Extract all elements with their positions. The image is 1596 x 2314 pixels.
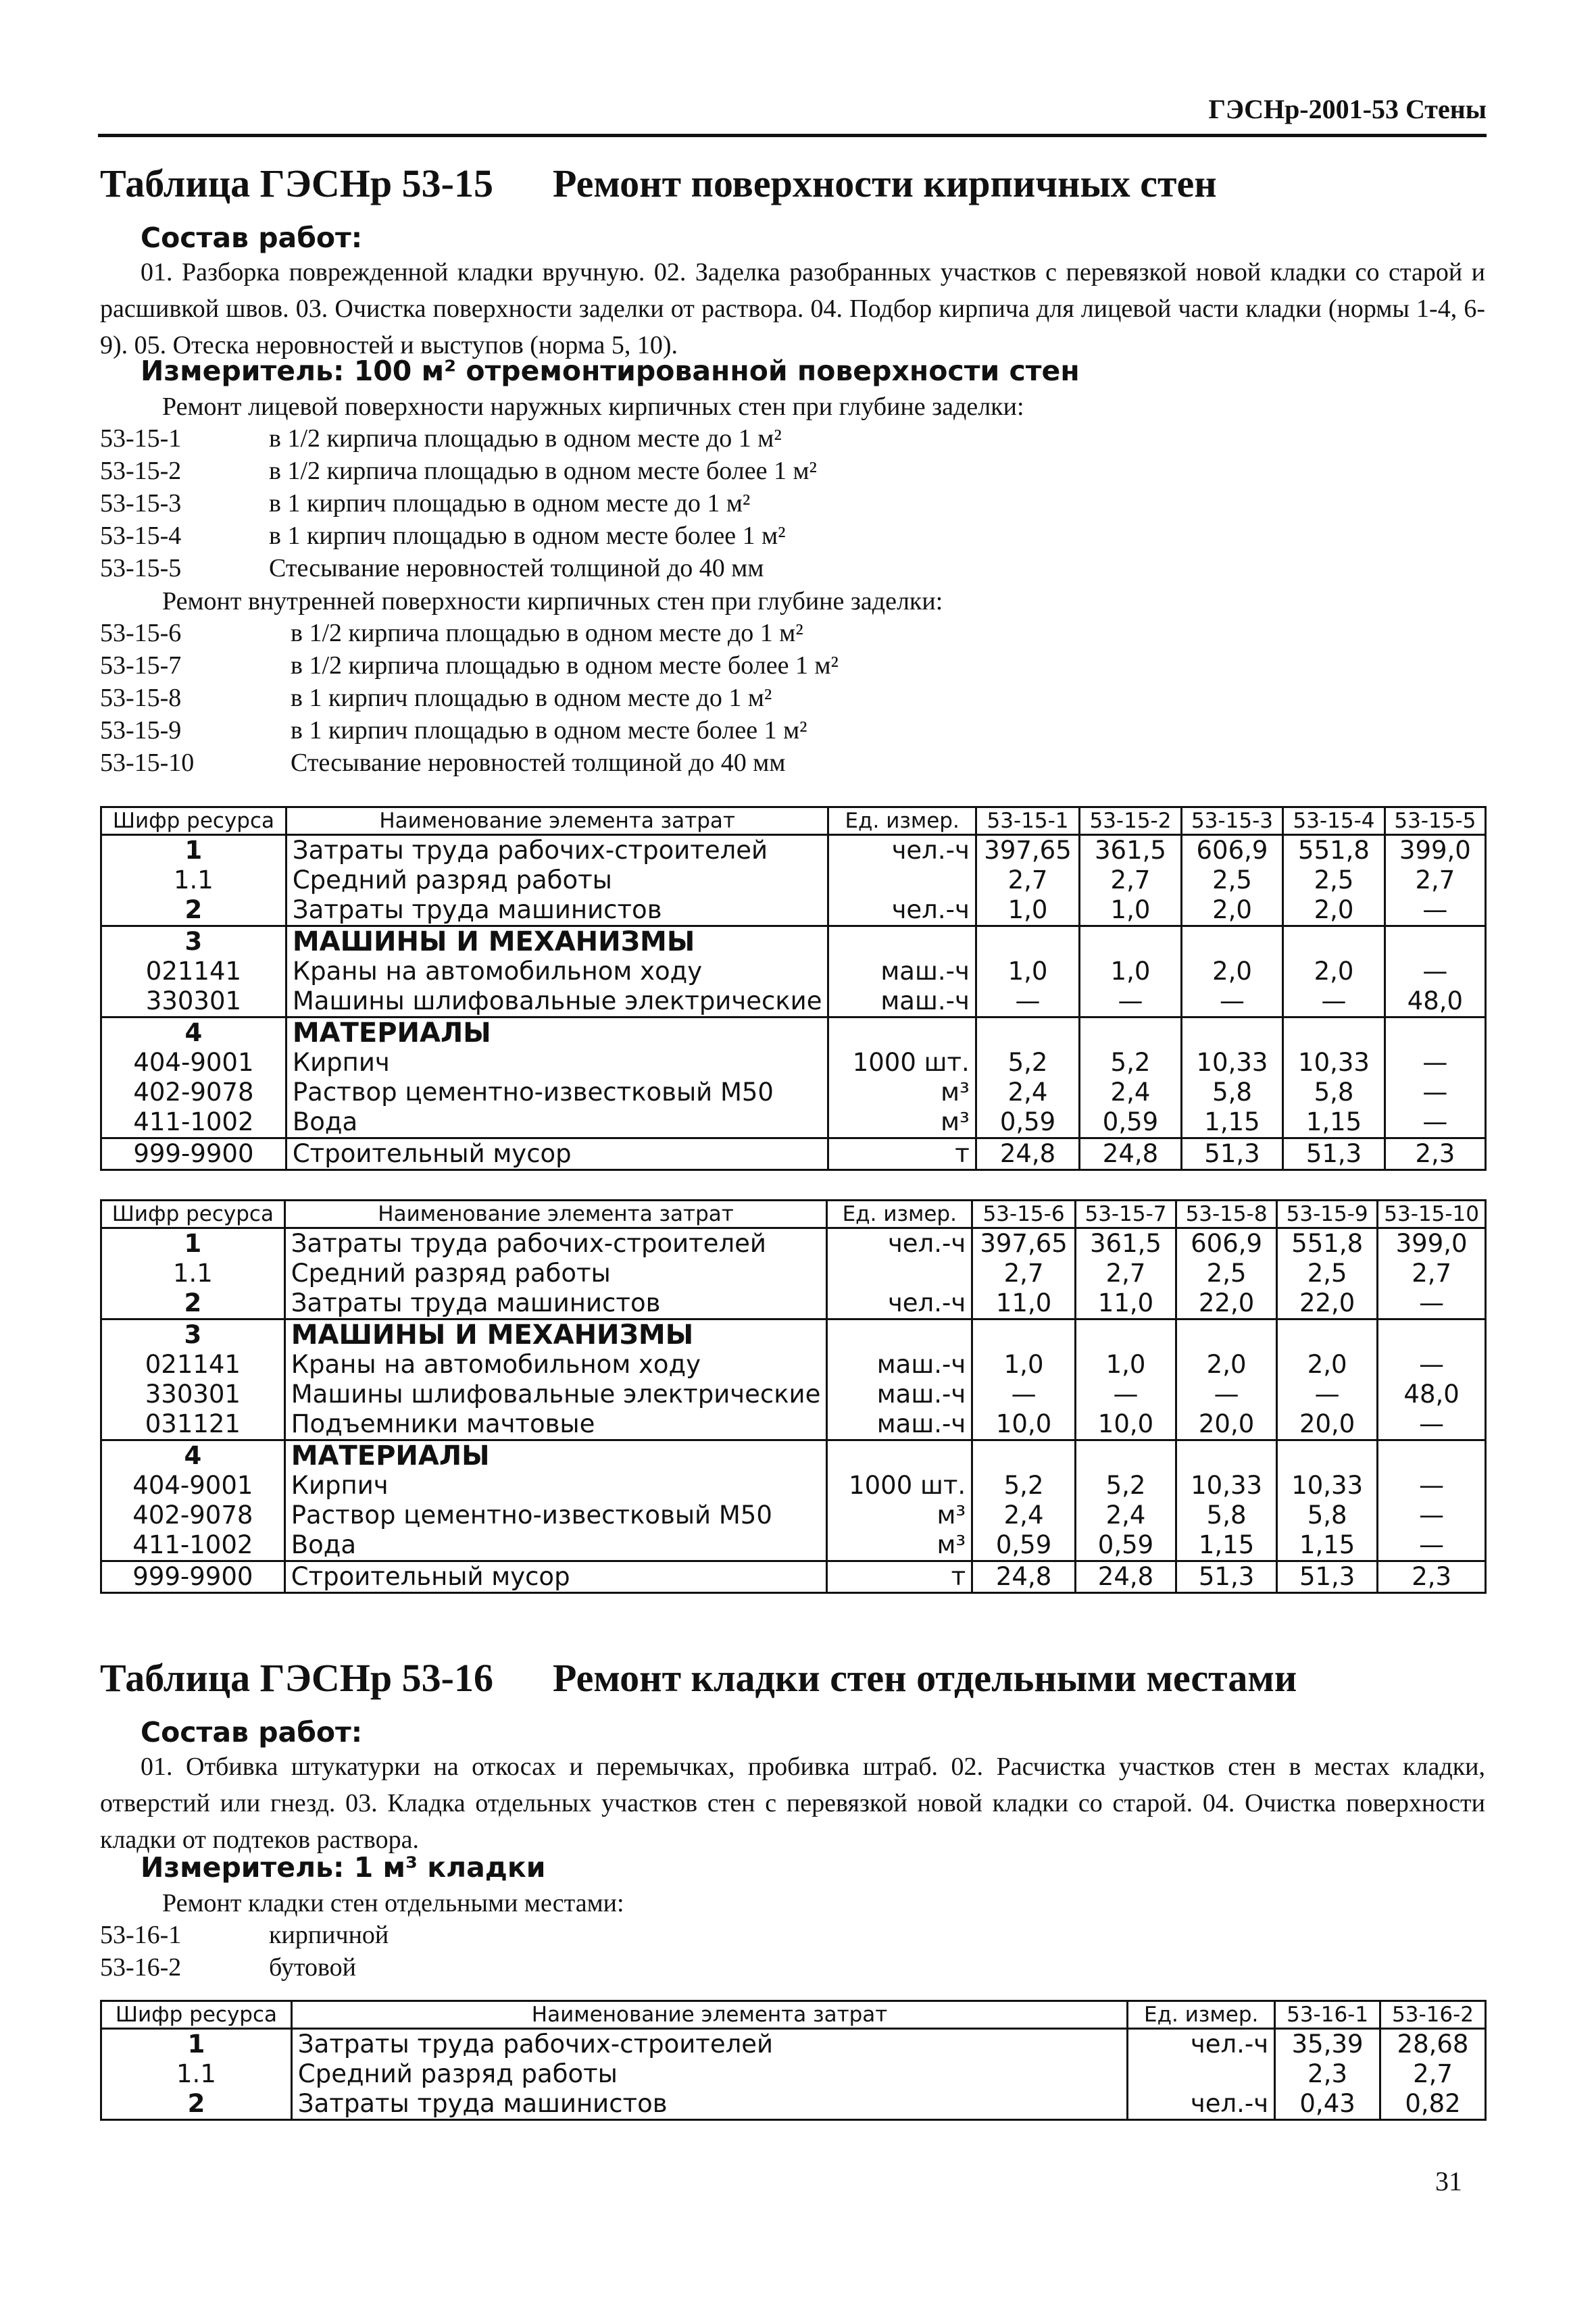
norm-value (1385, 926, 1485, 957)
norm-value: — (1378, 1471, 1486, 1501)
cost-element-name: Затраты труда рабочих-строителей (284, 1228, 827, 1259)
column-header: Ед. измер. (828, 807, 976, 835)
table-row (101, 986, 1486, 1017)
column-header: 53-16-1 (1275, 2001, 1380, 2029)
norm-value: 20,0 (1176, 1409, 1277, 1440)
norm-value: 48,0 (1378, 1380, 1486, 1409)
table-row (101, 1561, 1486, 1593)
table-row (101, 1288, 1486, 1319)
table-row (101, 1380, 1486, 1409)
column-header: Наименование элемента затрат (291, 2001, 1127, 2029)
norm-value: 0,82 (1380, 2089, 1486, 2120)
table-row (101, 1440, 1486, 1472)
norm-value (1283, 926, 1385, 957)
norm-value (1176, 1319, 1277, 1351)
measure-heading-53-16: Измеритель: 1 м³ кладки (141, 1851, 546, 1884)
unit-cell: чел.-ч (1128, 2029, 1275, 2060)
norm-value: — (1378, 1350, 1486, 1380)
unit-cell: маш.-ч (827, 1380, 972, 1409)
table-row (101, 1107, 1486, 1138)
norm-value: — (976, 986, 1079, 1017)
resource-code: 404-9001 (101, 1471, 285, 1501)
cost-element-name: Средний разряд работы (284, 1259, 827, 1288)
cost-element-name: Строительный мусор (284, 1561, 827, 1593)
cost-element-name: МАТЕРИАЛЫ (284, 1440, 827, 1472)
norm-code: 53-15-7 (100, 651, 182, 680)
norm-value: 10,33 (1283, 1048, 1385, 1078)
norm-value: 5,8 (1277, 1501, 1378, 1530)
unit-cell: т (827, 1561, 972, 1593)
table-row (101, 1319, 1486, 1351)
unit-cell: м³ (828, 1078, 976, 1107)
table-row (101, 1138, 1486, 1170)
resource-code: 3 (101, 926, 286, 957)
cost-element-name: МАШИНЫ И МЕХАНИЗМЫ (284, 1319, 827, 1351)
norm-value: 2,3 (1385, 1138, 1485, 1170)
norm-value: 0,43 (1275, 2089, 1380, 2120)
unit-cell: м³ (827, 1501, 972, 1530)
intro-53-16: Ремонт кладки стен отдельными местами: (162, 1889, 624, 1917)
cost-element-name: Раствор цементно-известковый М50 (284, 1501, 827, 1530)
column-header: Шифр ресурса (101, 1201, 285, 1228)
table-row (101, 1228, 1486, 1259)
norm-value: 2,0 (1181, 957, 1283, 986)
resource-code: 411-1002 (101, 1530, 285, 1561)
norm-value: 10,33 (1176, 1471, 1277, 1501)
norm-text: Стесывание неровностей толщиной до 40 мм (291, 749, 786, 777)
unit-cell: чел.-ч (828, 895, 976, 926)
norm-value (1176, 1440, 1277, 1472)
resource-code: 1 (101, 835, 286, 866)
unit-cell: чел.-ч (1128, 2089, 1275, 2120)
norm-value: 397,65 (976, 835, 1079, 866)
norm-value: 2,5 (1283, 865, 1385, 895)
norm-code: 53-15-9 (100, 716, 182, 745)
norm-value: 0,59 (1080, 1107, 1182, 1138)
cost-element-name: Вода (286, 1107, 828, 1138)
norm-value: — (972, 1380, 1076, 1409)
norm-text: в 1/2 кирпича площадью в одном месте более 1 м² (269, 457, 817, 485)
cost-element-name: Строительный мусор (286, 1138, 828, 1170)
resource-code: 999-9900 (101, 1138, 286, 1170)
norm-value: 5,8 (1283, 1078, 1385, 1107)
table-53-16-name: Ремонт кладки стен отдельными местами (553, 1656, 1297, 1700)
composition-text-53-16 (100, 1749, 1485, 1858)
norm-value: — (1181, 986, 1283, 1017)
cost-element-name: Затраты труда рабочих-строителей (286, 835, 828, 866)
unit-cell: 1000 шт. (827, 1471, 972, 1501)
norm-text: бутовой (269, 1953, 357, 1982)
column-header: Ед. измер. (827, 1201, 972, 1228)
table-row (101, 926, 1486, 957)
norm-value: 361,5 (1080, 835, 1182, 866)
norm-value: 2,5 (1277, 1259, 1378, 1288)
table-row (101, 1017, 1486, 1049)
page-number: 31 (1435, 2166, 1462, 2196)
norm-value: 11,0 (1075, 1288, 1176, 1319)
table-row (101, 1471, 1486, 1501)
column-header: 53-15-3 (1181, 807, 1283, 835)
norm-value (976, 1017, 1079, 1049)
norm-text: в 1 кирпич площадью в одном месте до 1 м² (291, 684, 772, 712)
resource-code: 4 (101, 1017, 286, 1049)
unit-cell: 1000 шт. (828, 1048, 976, 1078)
norm-value: — (1080, 986, 1182, 1017)
column-header: 53-15-7 (1075, 1201, 1176, 1228)
unit-cell: маш.-ч (828, 986, 976, 1017)
norm-value: 20,0 (1277, 1409, 1378, 1440)
norm-value: 2,0 (1283, 895, 1385, 926)
norm-code: 53-15-4 (100, 522, 182, 550)
norm-value: 2,4 (976, 1078, 1079, 1107)
unit-cell: т (828, 1138, 976, 1170)
unit-cell: маш.-ч (827, 1350, 972, 1380)
table-53-15-heading (100, 161, 1217, 206)
column-header: 53-16-2 (1380, 2001, 1486, 2029)
column-header: Наименование элемента затрат (286, 807, 828, 835)
cost-element-name: Кирпич (284, 1471, 827, 1501)
column-header: Ед. измер. (1128, 2001, 1275, 2029)
unit-cell (827, 1259, 972, 1288)
column-header: 53-15-6 (972, 1201, 1076, 1228)
cost-element-name: Машины шлифовальные электрические (284, 1380, 827, 1409)
resource-code: 1 (101, 1228, 285, 1259)
norm-code: 53-15-2 (100, 457, 182, 485)
norm-value: 1,15 (1277, 1530, 1378, 1561)
norm-value: 24,8 (976, 1138, 1079, 1170)
cost-element-name: Затраты труда машинистов (286, 895, 828, 926)
norm-text: в 1 кирпич площадью в одном месте до 1 м² (269, 489, 751, 518)
unit-cell: м³ (828, 1107, 976, 1138)
composition-text-53-15 (100, 254, 1485, 363)
norm-value: 1,0 (1080, 957, 1182, 986)
resource-code: 330301 (101, 1380, 285, 1409)
cost-element-name: Подъемники мачтовые (284, 1409, 827, 1440)
norm-value: 2,7 (976, 865, 1079, 895)
norm-value (1075, 1440, 1176, 1472)
resource-code: 1.1 (101, 2059, 292, 2089)
norm-value (972, 1440, 1076, 1472)
norm-value: 5,2 (1080, 1048, 1182, 1078)
norm-value (1378, 1440, 1486, 1472)
cost-element-name: Средний разряд работы (291, 2059, 1127, 2089)
cost-element-name: Вода (284, 1530, 827, 1561)
norm-value: 0,59 (976, 1107, 1079, 1138)
column-header: 53-15-5 (1385, 807, 1485, 835)
norm-value: 2,4 (1080, 1078, 1182, 1107)
norm-text: в 1 кирпич площадью в одном месте более 1 м² (291, 716, 807, 745)
table-row (101, 1409, 1486, 1440)
norm-value (1378, 1319, 1486, 1351)
unit-cell: чел.-ч (828, 835, 976, 866)
norm-value: — (1378, 1530, 1486, 1561)
cost-element-name: Краны на автомобильном ходу (284, 1350, 827, 1380)
table-row (101, 1501, 1486, 1530)
table-row (101, 1259, 1486, 1288)
table-53-15-name: Ремонт поверхности кирпичных стен (553, 161, 1217, 205)
cost-element-name: Средний разряд работы (286, 865, 828, 895)
column-header: Шифр ресурса (101, 2001, 292, 2029)
norm-text: в 1/2 кирпича площадью в одном месте до 1 м² (291, 619, 803, 647)
norm-value: 5,2 (972, 1471, 1076, 1501)
column-header: 53-15-2 (1080, 807, 1182, 835)
resource-code: 404-9001 (101, 1048, 286, 1078)
norm-code: 53-15-1 (100, 424, 182, 453)
cost-element-name: Краны на автомобильном ходу (286, 957, 828, 986)
resource-table-53-15-1-5 (100, 806, 1487, 1171)
norm-value (1277, 1440, 1378, 1472)
table-row (101, 2089, 1486, 2120)
norm-value: 2,4 (972, 1501, 1076, 1530)
norm-code: 53-15-5 (100, 554, 182, 582)
norm-value: 551,8 (1283, 835, 1385, 866)
unit-cell: маш.-ч (827, 1409, 972, 1440)
norm-value: 48,0 (1385, 986, 1485, 1017)
unit-cell: м³ (827, 1530, 972, 1561)
norm-value: 5,8 (1176, 1501, 1277, 1530)
norm-value: 2,5 (1181, 865, 1283, 895)
norm-value: — (1385, 1048, 1485, 1078)
norm-text: в 1/2 кирпича площадью в одном месте более 1 м² (291, 651, 839, 680)
norm-value: 551,8 (1277, 1228, 1378, 1259)
table-row (101, 865, 1486, 895)
norm-value (1283, 1017, 1385, 1049)
table-header-row (101, 2001, 1486, 2029)
norm-code: 53-15-6 (100, 619, 182, 647)
cost-element-name: МАШИНЫ И МЕХАНИЗМЫ (286, 926, 828, 957)
norm-value: 2,7 (972, 1259, 1076, 1288)
norm-value: 1,15 (1176, 1530, 1277, 1561)
norm-value: 2,4 (1075, 1501, 1176, 1530)
norm-value: 5,2 (976, 1048, 1079, 1078)
resource-code: 402-9078 (101, 1078, 286, 1107)
norm-value: 22,0 (1277, 1288, 1378, 1319)
resource-code: 999-9900 (101, 1561, 285, 1593)
norm-value: — (1378, 1288, 1486, 1319)
norm-value: 24,8 (1080, 1138, 1182, 1170)
norm-value: 2,7 (1075, 1259, 1176, 1288)
norm-value (1075, 1319, 1176, 1351)
cost-element-name: Затраты труда машинистов (291, 2089, 1127, 2120)
norm-value: — (1283, 986, 1385, 1017)
column-header: 53-15-1 (976, 807, 1079, 835)
table-row (101, 835, 1486, 866)
norm-value: 2,0 (1181, 895, 1283, 926)
norm-value: — (1385, 1078, 1485, 1107)
norm-text: кирпичной (269, 1921, 389, 1949)
norm-value: 22,0 (1176, 1288, 1277, 1319)
resource-code: 3 (101, 1319, 285, 1351)
table-row (101, 2059, 1486, 2089)
norm-value: 51,3 (1277, 1561, 1378, 1593)
resource-code: 2 (101, 2089, 292, 2120)
cost-element-name: Машины шлифовальные электрические (286, 986, 828, 1017)
norm-value: 35,39 (1275, 2029, 1380, 2060)
norm-value: 606,9 (1176, 1228, 1277, 1259)
resource-code: 2 (101, 895, 286, 926)
composition-paragraph: 01. Отбивка штукатурки на откосах и перемычках, пробивка штраб. 02. Расчистка участков стен в местах кладки, отверстий или гнезд. 03. Кладка отдельных участков стен с перевязкой новой кладки со старой. 04. Очистка поверхности кладки от подтеков раствора. (100, 1753, 1485, 1854)
norm-value: — (1075, 1380, 1176, 1409)
cost-element-name: МАТЕРИАЛЫ (286, 1017, 828, 1049)
norm-value: 2,7 (1080, 865, 1182, 895)
norm-value: 51,3 (1283, 1138, 1385, 1170)
norm-code: 53-15-3 (100, 489, 182, 518)
unit-cell (827, 1319, 972, 1351)
norm-value (972, 1319, 1076, 1351)
norm-code: 53-16-2 (100, 1953, 182, 1982)
norm-value (1181, 926, 1283, 957)
norm-value: 606,9 (1181, 835, 1283, 866)
table-row (101, 1530, 1486, 1561)
table-header-row (101, 807, 1486, 835)
column-header: 53-15-10 (1378, 1201, 1486, 1228)
table-row (101, 957, 1486, 986)
table-row (101, 1078, 1486, 1107)
norm-value (1181, 1017, 1283, 1049)
column-header: 53-15-4 (1283, 807, 1385, 835)
resource-code: 1.1 (101, 1259, 285, 1288)
norm-text: в 1/2 кирпича площадью в одном месте до 1 м² (269, 424, 782, 453)
resource-code: 1 (101, 2029, 292, 2060)
unit-cell: маш.-ч (828, 957, 976, 986)
norm-value (1277, 1319, 1378, 1351)
column-header: 53-15-8 (1176, 1201, 1277, 1228)
resource-code: 330301 (101, 986, 286, 1017)
norm-value (976, 926, 1079, 957)
table-row (101, 895, 1486, 926)
resource-table-53-16 (100, 2000, 1487, 2121)
resource-code: 021141 (101, 957, 286, 986)
norm-value: — (1385, 1107, 1485, 1138)
norm-value: 24,8 (972, 1561, 1076, 1593)
norm-value: 2,5 (1176, 1259, 1277, 1288)
resource-code: 2 (101, 1288, 285, 1319)
norm-value: — (1385, 895, 1485, 926)
composition-heading-53-16: Состав работ: (141, 1716, 363, 1749)
unit-cell (1128, 2059, 1275, 2089)
cost-element-name: Раствор цементно-известковый М50 (286, 1078, 828, 1107)
table-header-row (101, 1201, 1486, 1228)
resource-code: 1.1 (101, 865, 286, 895)
norm-value (1385, 1017, 1485, 1049)
norm-value: 5,2 (1075, 1471, 1176, 1501)
resource-code: 402-9078 (101, 1501, 285, 1530)
norm-value: 397,65 (972, 1228, 1076, 1259)
norm-value: 2,0 (1283, 957, 1385, 986)
norm-value: 1,0 (1075, 1350, 1176, 1380)
unit-cell (828, 865, 976, 895)
norm-value (1080, 926, 1182, 957)
norm-value: 1,0 (976, 957, 1079, 986)
norm-code: 53-15-10 (100, 749, 195, 777)
norm-value: 2,3 (1378, 1561, 1486, 1593)
norm-code: 53-15-8 (100, 684, 182, 712)
resource-table-53-15-6-10 (100, 1199, 1487, 1594)
unit-cell: чел.-ч (827, 1288, 972, 1319)
norm-code: 53-16-1 (100, 1921, 182, 1949)
norm-value: 1,0 (1080, 895, 1182, 926)
unit-cell (827, 1440, 972, 1472)
measure-heading-53-15: Измеритель: 100 м² отремонтированной поверхности стен (141, 355, 1080, 387)
norm-value: — (1176, 1380, 1277, 1409)
column-header: 53-15-9 (1277, 1201, 1378, 1228)
norm-value: 0,59 (1075, 1530, 1176, 1561)
intro-outer: Ремонт лицевой поверхности наружных кирпичных стен при глубине заделки: (162, 393, 1024, 421)
table-row (101, 1048, 1486, 1078)
norm-value: 2,3 (1275, 2059, 1380, 2089)
cost-element-name: Кирпич (286, 1048, 828, 1078)
composition-heading-53-15: Состав работ: (141, 222, 363, 254)
norm-value: 2,0 (1176, 1350, 1277, 1380)
norm-value: — (1378, 1501, 1486, 1530)
column-header: Наименование элемента затрат (284, 1201, 827, 1228)
norm-value: — (1378, 1409, 1486, 1440)
norm-value: 10,0 (972, 1409, 1076, 1440)
norm-text: в 1 кирпич площадью в одном месте более 1 м² (269, 522, 786, 550)
unit-cell (828, 926, 976, 957)
norm-value: 2,7 (1380, 2059, 1486, 2089)
cost-element-name: Затраты труда рабочих-строителей (291, 2029, 1127, 2060)
resource-code: 4 (101, 1440, 285, 1472)
norm-value: 1,15 (1283, 1107, 1385, 1138)
norm-value: 24,8 (1075, 1561, 1176, 1593)
norm-value: 5,8 (1181, 1078, 1283, 1107)
norm-value: 11,0 (972, 1288, 1076, 1319)
norm-value: 2,7 (1385, 865, 1485, 895)
norm-value: 1,0 (972, 1350, 1076, 1380)
header-rule (98, 134, 1487, 137)
table-53-16-title: Таблица ГЭСНр 53-16 (100, 1656, 493, 1700)
norm-value: 51,3 (1176, 1561, 1277, 1593)
resource-code: 021141 (101, 1350, 285, 1380)
resource-code: 411-1002 (101, 1107, 286, 1138)
table-53-15-title: Таблица ГЭСНр 53-15 (100, 161, 493, 205)
norm-value: 1,15 (1181, 1107, 1283, 1138)
table-53-16-heading (100, 1655, 1297, 1701)
running-header: ГЭСНр-2001-53 Стены (1208, 94, 1487, 124)
norm-value: 2,7 (1378, 1259, 1486, 1288)
unit-cell (828, 1017, 976, 1049)
norm-value: 2,0 (1277, 1350, 1378, 1380)
norm-value: 51,3 (1181, 1138, 1283, 1170)
table-row (101, 2029, 1486, 2060)
norm-value: — (1277, 1380, 1378, 1409)
norm-text: Стесывание неровностей толщиной до 40 мм (269, 554, 764, 582)
resource-code: 031121 (101, 1409, 285, 1440)
norm-value: 399,0 (1378, 1228, 1486, 1259)
norm-value: 10,0 (1075, 1409, 1176, 1440)
norm-value: — (1385, 957, 1485, 986)
norm-value: 10,33 (1277, 1471, 1378, 1501)
table-row (101, 1350, 1486, 1380)
norm-value: 399,0 (1385, 835, 1485, 866)
column-header: Шифр ресурса (101, 807, 286, 835)
unit-cell: чел.-ч (827, 1228, 972, 1259)
norm-value (1080, 1017, 1182, 1049)
composition-paragraph: 01. Разборка поврежденной кладки вручную. 02. Заделка разобранных участков с перевязкой новой кладки со старой и расшивкой швов. 03. Очистка поверхности заделки от раствора. 04. Подбор кирпича для лицевой части кладки (нормы 1-4, 6-9). 05. Отеска неровностей и выступов (норма 5, 10). (100, 258, 1485, 359)
intro-inner: Ремонт внутренней поверхности кирпичных стен при глубине заделки: (162, 587, 943, 615)
norm-value: 10,33 (1181, 1048, 1283, 1078)
norm-value: 1,0 (976, 895, 1079, 926)
norm-value: 361,5 (1075, 1228, 1176, 1259)
norm-value: 28,68 (1380, 2029, 1486, 2060)
cost-element-name: Затраты труда машинистов (284, 1288, 827, 1319)
norm-value: 0,59 (972, 1530, 1076, 1561)
